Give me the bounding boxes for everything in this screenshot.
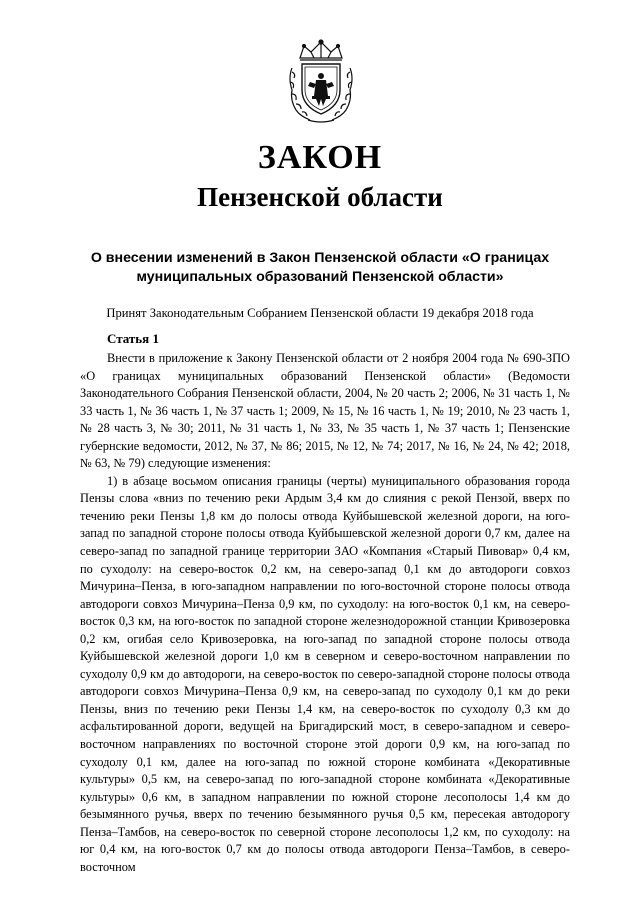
region-title: Пензенской области [197, 182, 443, 212]
article-body [80, 350, 570, 876]
article-heading: Статья 1 [107, 331, 159, 346]
adoption-note: Принят Законодательным Собранием Пензенской области 19 декабря 2018 года [106, 306, 534, 320]
law-name: О внесении изменений в Закон Пензенской области «О границах муниципальных образований Пензенской области» [90, 250, 550, 285]
article-intro-paragraph: Внести в приложение к Закону Пензенской области от 2 ноября 2004 года № 690-ЗПО «О границах муниципальных образований Пензенской области» (Ведомости Законодательного Собрания Пензенской области, 2004, № 20 часть 2; 2006, № 31 часть 1, № 33 часть 1, № 36 часть 1, № 37 часть 1; 2009, № 15, № 16 часть 1, № 19; 2010, № 23 часть 1, № 28 часть 3, № 30; 2011, № 31 часть 1, № 33, № 35 часть 1, № 37 часть 1; Пензенские губернские ведомости, 2012, № 37, № 86; 2015, № 12, № 74; 2017, № 16, № 24, № 42; 2018, № 63, № 79) следующие изменения: [80, 351, 570, 471]
coat-of-arms-icon [286, 38, 356, 124]
article-item-1-paragraph: 1) в абзаце восьмом описания границы (черты) муниципального образования города Пензы слова «вниз по течению реки Ардым 3,4 км до слияния с рекой Пензой, вверх по течению реки Пензы 1,8 км до полосы отвода Куйбышевской железной дороги, на юго-запад по западной стороне полосы отвода Куйбышевской железной дороги 0,7 км, далее на северо-запад по западной границе территории ЗАО «Компания «Старый Пивовар» 0,4 км, по суходолу: на северо-восток 0,2 км, на северо-запад 0,1 км до автодороги совхоз Мичурина–Пенза, в юго-западном направлении по юго-восточной стороне полосы отвода автодороги совхоз Мичурина–Пенза 0,9 км, по суходолу: на юго-восток 0,1 км, на северо-восток 0,3 км, на юго-восток по западной стороне железнодорожной станции Кривозеровка 0,2 км, огибая село Кривозеровка, на юго-запад по западной стороне полосы отвода Куйбышевской железной дороги 1,0 км в северном и северо-восточном направлении по суходолу 0,9 км до автодороги, на северо-восток по северо-западной стороне полосы отвода автодороги совхоз Мичурина–Пенза 0,9 км, на северо-запад по суходолу 0,1 км до реки Пензы, вниз по течению реки Пензы 1,4 км, на северо-восток по суходолу 0,3 км до асфальтированной дороги, ведущей на Бригадирский мост, в северо-западном и северо-восточном направлениях по восточной стороне этой дороги 0,9 км, на юго-запад по суходолу 0,1 км, далее на юго-запад по южной стороне комбината «Декоративные культуры» 0,5 км, на северо-запад по юго-западной стороне комбината «Декоративные культуры» 0,6 км, в западном направлении по южной стороне лесополосы 1,4 км до безымянного ручья, вверх по течению безымянного ручья 0,5 км, пересекая автодорогу Пенза–Тамбов, на северо-восток по северной стороне лесополосы 1,2 км, по суходолу: на юг 0,4 км, на юго-восток 0,7 км до полосы отвода автодороги Пенза–Тамбов, в северо-восточном [80, 473, 570, 874]
document-type-title: ЗАКОН [257, 139, 383, 176]
